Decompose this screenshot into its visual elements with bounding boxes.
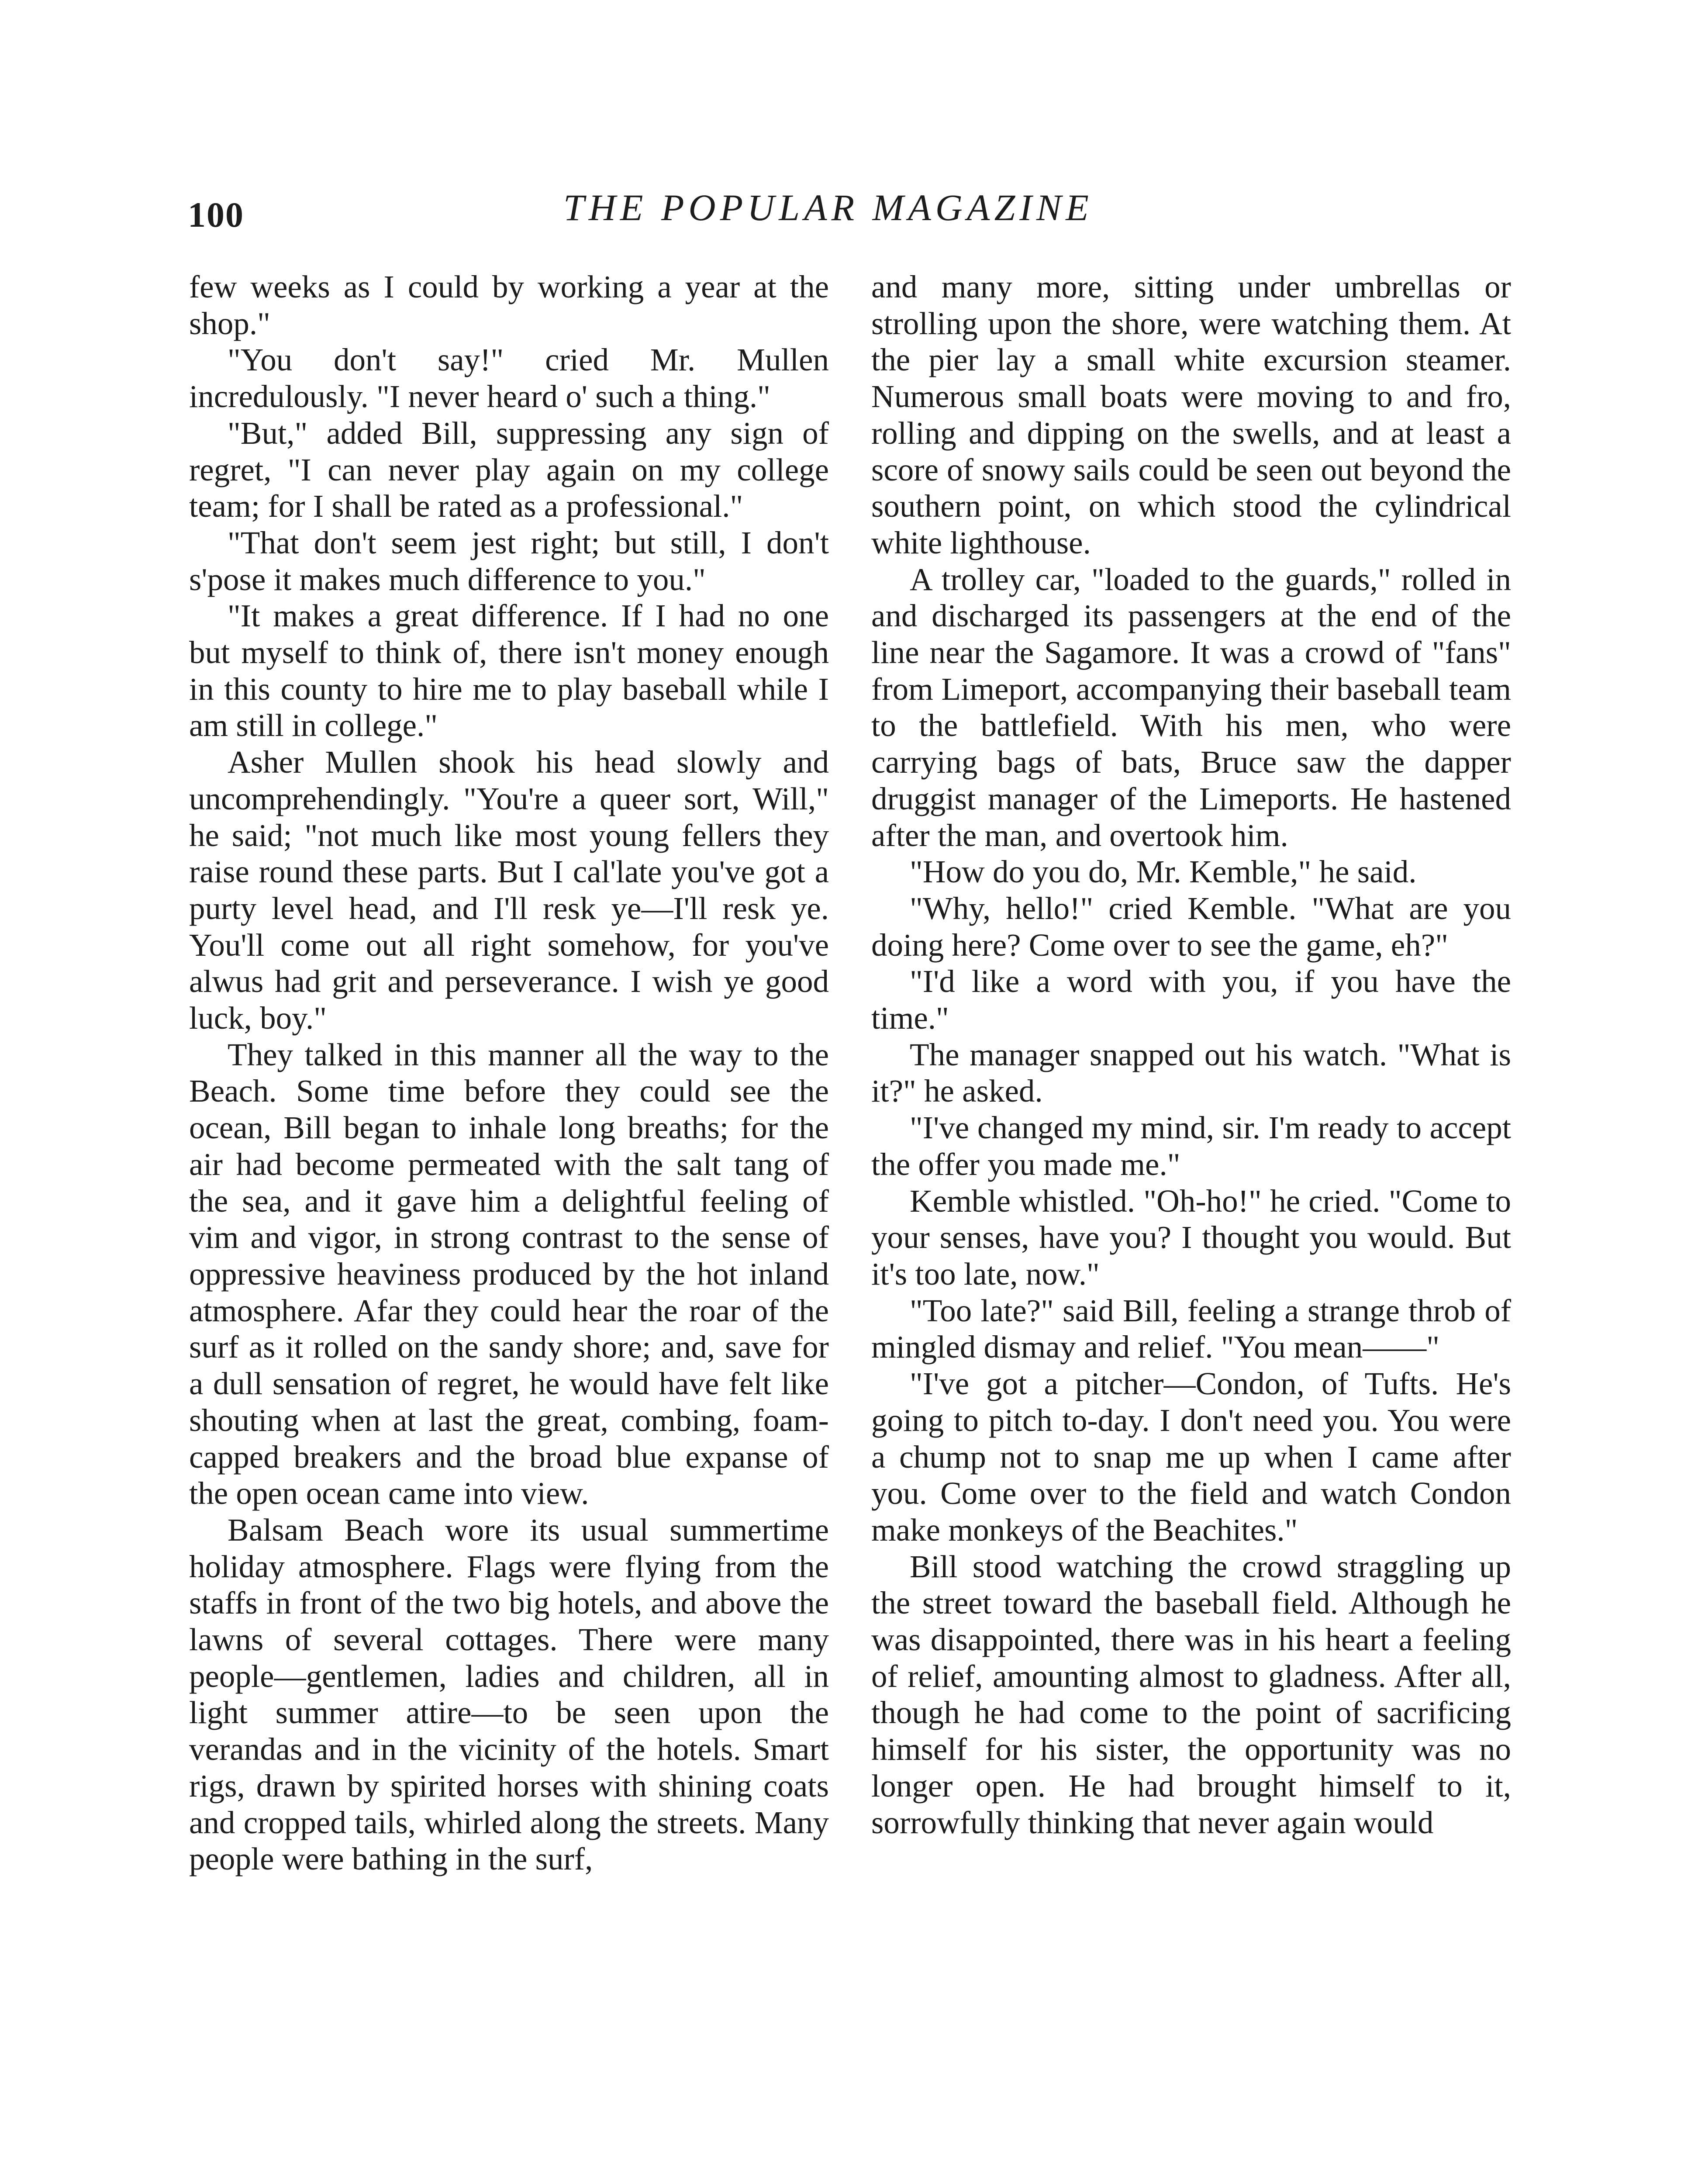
paragraph: A trolley car, "loaded to the guards," rolled in and discharged its passengers at the end of the line near the Sagamore. It was a crowd of "fans" from Limeport, accompanying their baseball team to the battlefield. With his men, who were carrying bags of bats, Bruce saw the dapper druggist manager of the Limeports. He hastened after the man, and overtook him. bbox=[871, 561, 1511, 853]
running-head: THE POPULAR MAGAZINE bbox=[563, 187, 1093, 228]
left-column bbox=[189, 269, 829, 1877]
paragraph: "I've got a pitcher—Condon, of Tufts. He's going to pitch to-day. I don't need you. You were a chump not to snap me up when I came after you. Come over to the field and watch Condon make monkeys of the Beachites." bbox=[871, 1366, 1511, 1548]
paragraph: Bill stood watching the crowd straggling up the street toward the baseball field. Although he was disappointed, there was in his heart a feeling of relief, amounting almost to gladness. After all, though he had come to the point of sacrificing himself for his sister, the opportunity was no longer open. He had brought himself to it, sorrowfully thinking that never again would bbox=[871, 1548, 1511, 1840]
page-number: 100 bbox=[188, 195, 244, 235]
paragraph: "You don't say!" cried Mr. Mullen incredulously. "I never heard o' such a thing." bbox=[189, 342, 829, 415]
paragraph: "That don't seem jest right; but still, I don't s'pose it makes much difference to you." bbox=[189, 525, 829, 597]
right-column bbox=[871, 269, 1511, 1841]
page-header bbox=[188, 186, 1511, 238]
paragraph: few weeks as I could by working a year at the shop." bbox=[189, 269, 829, 341]
paragraph: Asher Mullen shook his head slowly and uncomprehendingly. "You're a queer sort, Will," he said; "not much like most young fellers they raise round these parts. But I cal'late you've got a purty level head, and I'll resk ye—I'll resk ye. You'll come out all right somehow, for you've alwus had grit and perseverance. I wish ye good luck, boy." bbox=[189, 744, 829, 1036]
paragraph: "I'd like a word with you, if you have the time." bbox=[871, 964, 1511, 1036]
paragraph: "How do you do, Mr. Kemble," he said. bbox=[910, 854, 1417, 890]
paragraph: "I've changed my mind, sir. I'm ready to accept the offer you made me." bbox=[871, 1110, 1511, 1182]
paragraph: "Why, hello!" cried Kemble. "What are you doing here? Come over to see the game, eh?" bbox=[871, 890, 1511, 963]
paragraph: and many more, sitting under umbrellas or strolling upon the shore, were watching them. At the pier lay a small white excursion steamer. Numerous small boats were moving to and fro, rolling and dipping on the swells, and at least a score of snowy sails could be seen out beyond the southern point, on which stood the cylindrical white lighthouse. bbox=[871, 269, 1511, 560]
paragraph: They talked in this manner all the way to the Beach. Some time before they could see the ocean, Bill began to inhale long breaths; for the air had become permeated with the salt tang of the sea, and it gave him a delightful feeling of vim and vigor, in strong contrast to the sense of oppressive heaviness produced by the hot inland atmosphere. Afar they could hear the roar of the surf as it rolled on the sandy shore; and, save for a dull sensation of regret, he would have felt like shouting when at last the great, combing, foam-capped breakers and the broad blue expanse of the open ocean came into view. bbox=[189, 1037, 829, 1511]
paragraph: Balsam Beach wore its usual summertime holiday atmosphere. Flags were flying from the staffs in front of the two big hotels, and above the lawns of several cottages. There were many people—gentlemen, ladies and children, all in light summer attire—to be seen upon the verandas and in the vicinity of the hotels. Smart rigs, drawn by spirited horses with shining coats and cropped tails, whirled along the streets. Many people were bathing in the surf, bbox=[189, 1512, 829, 1877]
paragraph: "But," added Bill, suppressing any sign of regret, "I can never play again on my college team; for I shall be rated as a professional." bbox=[189, 415, 829, 524]
paragraph: "Too late?" said Bill, feeling a strange throb of mingled dismay and relief. "You mean——" bbox=[871, 1292, 1511, 1365]
paragraph: The manager snapped out his watch. "What is it?" he asked. bbox=[871, 1037, 1511, 1109]
paragraph: Kemble whistled. "Oh-ho!" he cried. "Come to your senses, have you? I thought you would. But it's too late, now." bbox=[871, 1183, 1511, 1292]
paragraph: "It makes a great difference. If I had no one but myself to think of, there isn't money enough in this county to hire me to play baseball while I am still in college." bbox=[189, 598, 829, 743]
